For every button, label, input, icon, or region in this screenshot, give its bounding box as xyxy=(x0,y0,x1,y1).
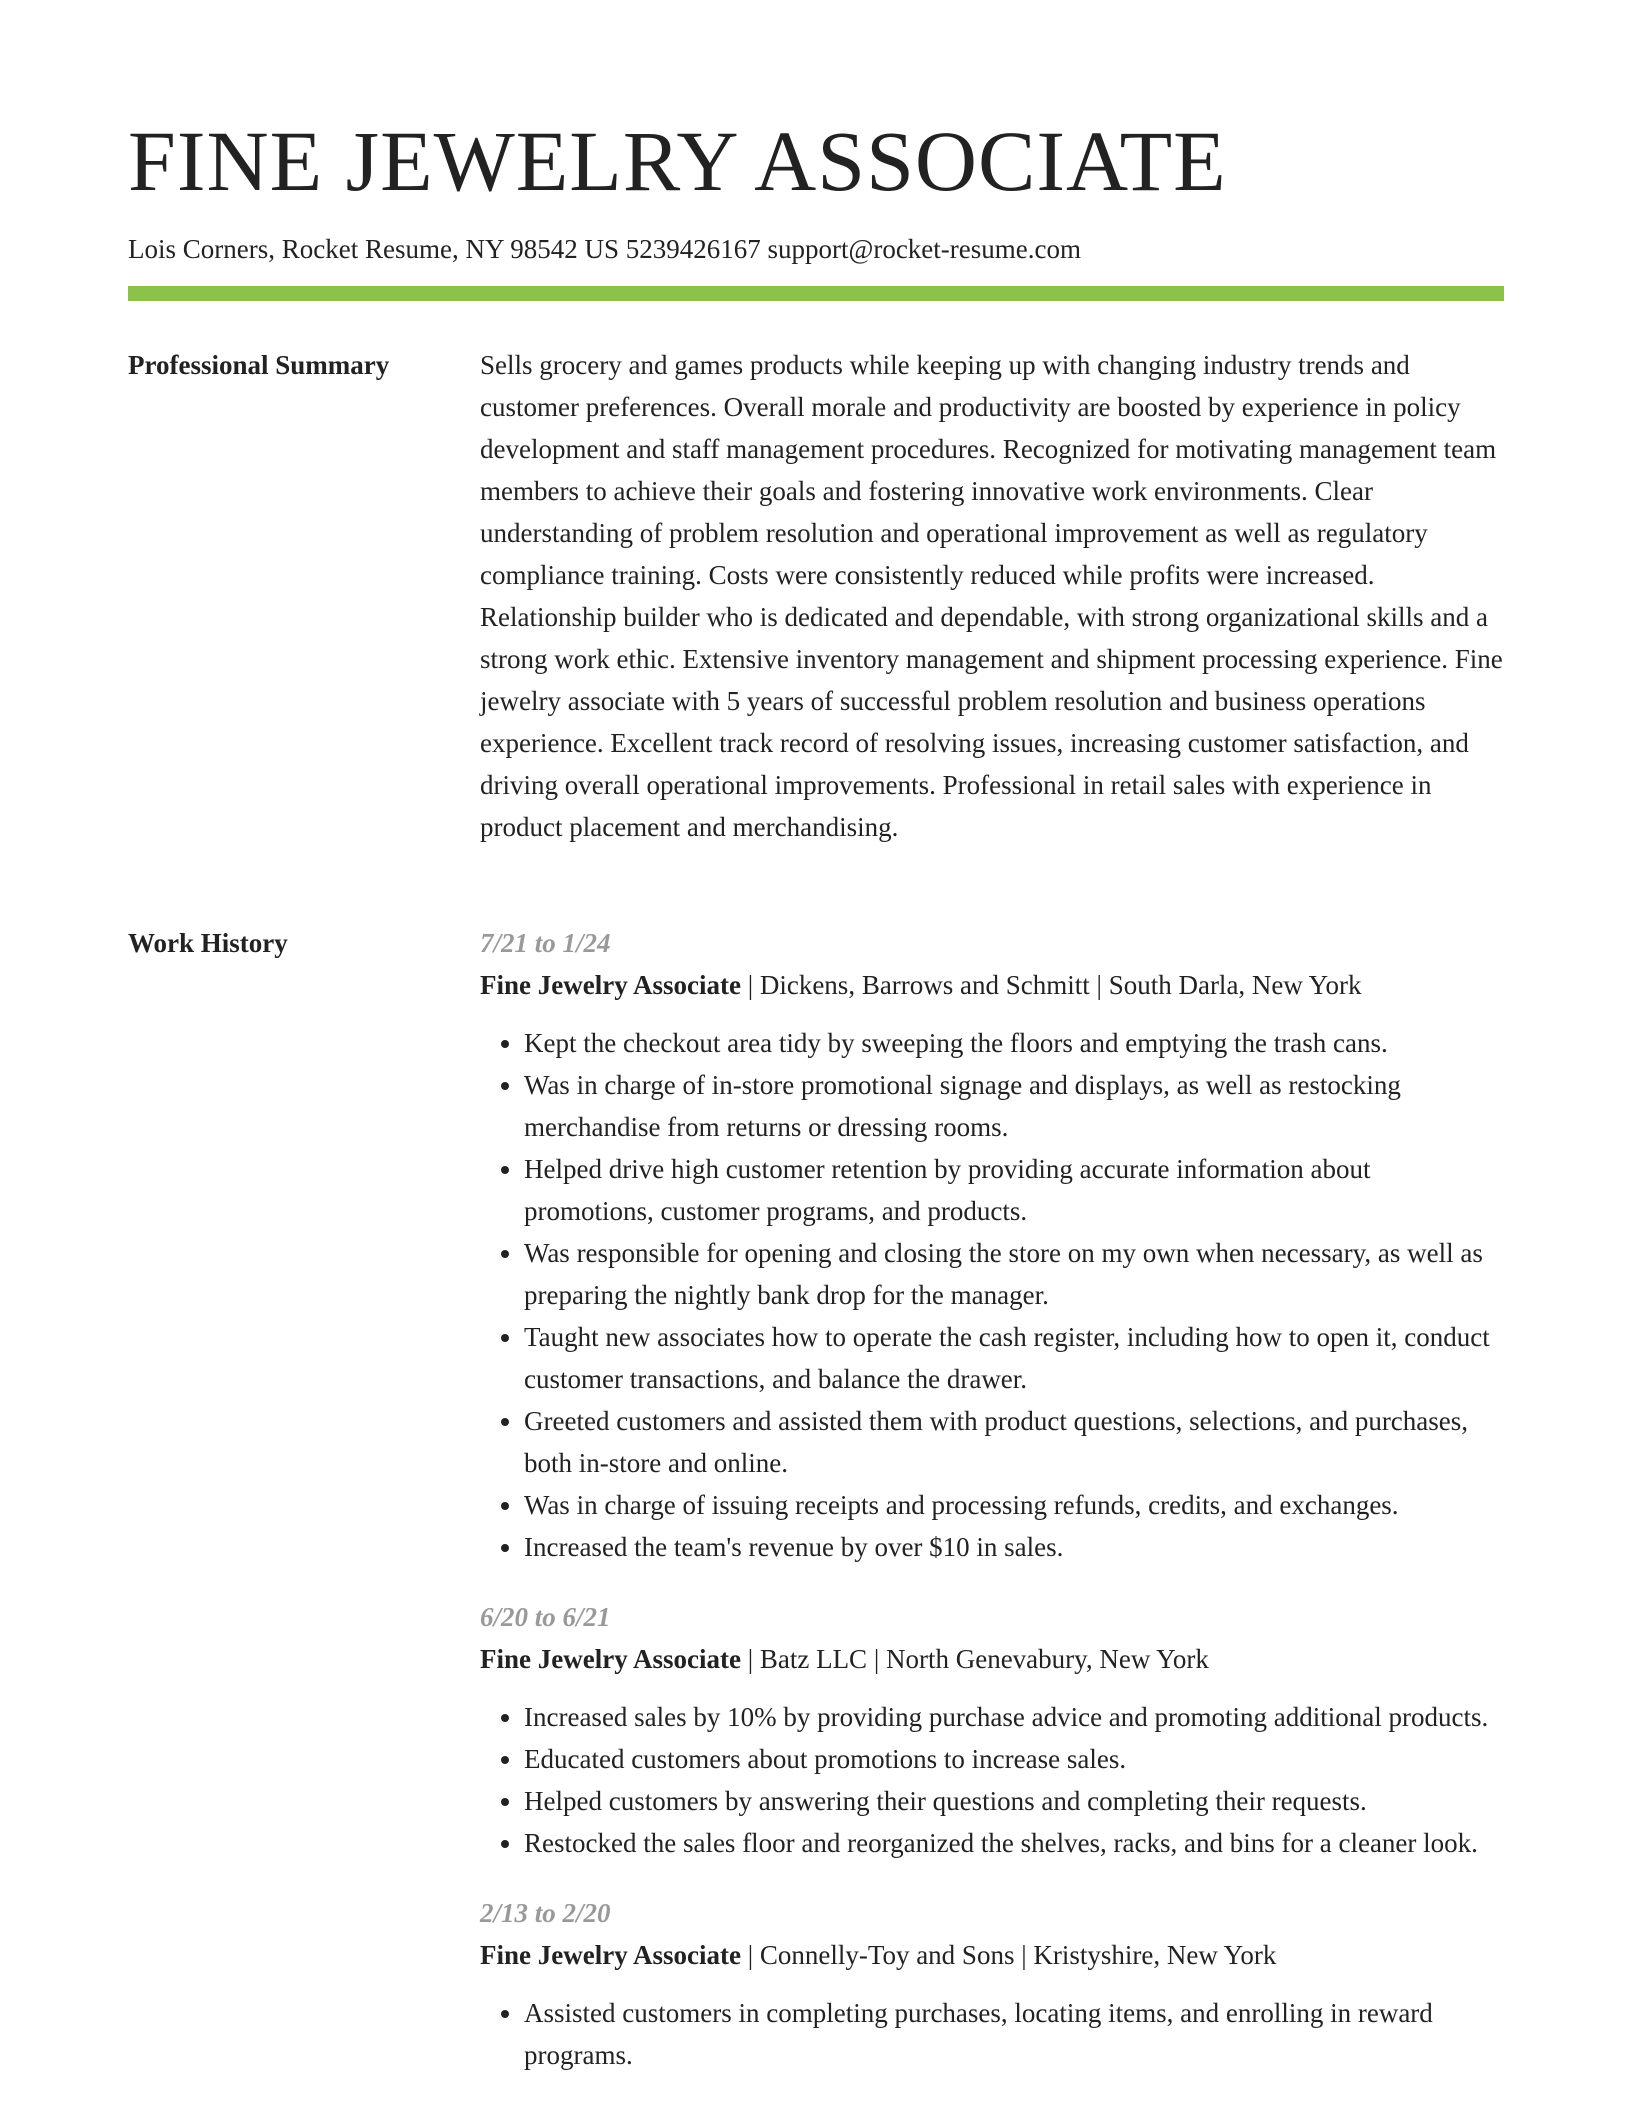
job-dates: 2/13 to 2/20 xyxy=(480,1898,611,1928)
job-details: Batz LLC | North Genevabury, New York xyxy=(759,1644,1209,1674)
work-history-body xyxy=(480,922,1504,2104)
job-separator: | xyxy=(740,1644,760,1674)
job-bullet: • Increased the team's revenue by over $10 in sales. xyxy=(524,1526,1504,1568)
summary-label: Professional Summary xyxy=(128,350,390,380)
job-details: Connelly-Toy and Sons | Kristyshire, New York xyxy=(759,1940,1277,1970)
job-title: Fine Jewelry Associate xyxy=(480,970,741,1000)
job-bullet: • Helped customers by answering their questions and completing their requests. xyxy=(524,1780,1504,1822)
job-entry xyxy=(480,1596,1504,1864)
job-heading xyxy=(480,1638,1504,1680)
job-details: Dickens, Barrows and Schmitt | South Darla, New York xyxy=(759,970,1362,1000)
job-separator: | xyxy=(740,970,760,1000)
work-history-label: Work History xyxy=(128,928,288,958)
header-divider xyxy=(128,286,1504,301)
job-heading xyxy=(480,964,1504,1006)
job-bullet: • Increased sales by 10% by providing purchase advice and promoting additional products. xyxy=(524,1696,1504,1738)
job-bullets xyxy=(480,1992,1504,2076)
job-bullet: • Greeted customers and assisted them with product questions, selections, and purchases, both in-store and online. xyxy=(524,1400,1504,1484)
contact-info: Lois Corners, Rocket Resume, NY 98542 US 5239426167 support@rocket-resume.com xyxy=(128,234,1081,264)
summary-text: Sells grocery and games products while keeping up with changing industry trends and customer preferences. Overall morale and productivity are boosted by experience in policy development and staff management procedures. Recognized for motivating management team members to achieve their goals and fostering innovative work environments. Clear understanding of problem resolution and operational improvement as well as regulatory compliance training. Costs were consistently reduced while profits were increased. Relationship builder who is dedicated and dependable, with strong organizational skills and a strong work ethic. Extensive inventory management and shipment processing experience. Fine jewelry associate with 5 years of successful problem resolution and business operations experience. Excellent track record of resolving issues, increasing customer satisfaction, and driving overall operational improvements. Professional in retail sales with experience in product placement and merchandising. xyxy=(480,350,1503,842)
job-bullet: • Was in charge of issuing receipts and processing refunds, credits, and exchanges. xyxy=(524,1484,1504,1526)
job-title: Fine Jewelry Associate xyxy=(480,1940,741,1970)
job-heading xyxy=(480,1934,1504,1976)
summary-body xyxy=(480,344,1504,848)
job-title: Fine Jewelry Associate xyxy=(480,1644,741,1674)
job-bullet: • Educated customers about promotions to increase sales. xyxy=(524,1738,1504,1780)
job-bullet: • Kept the checkout area tidy by sweeping the floors and emptying the trash cans. xyxy=(524,1022,1504,1064)
job-dates: 6/20 to 6/21 xyxy=(480,1602,611,1632)
job-bullets xyxy=(480,1022,1504,1568)
job-bullets xyxy=(480,1696,1504,1864)
job-bullet: • Taught new associates how to operate the cash register, including how to open it, conduct customer transactions, and balance the drawer. xyxy=(524,1316,1504,1400)
job-separator: | xyxy=(740,1940,760,1970)
job-dates: 7/21 to 1/24 xyxy=(480,928,611,958)
job-bullet: • Was responsible for opening and closing the store on my own when necessary, as well as preparing the nightly bank drop for the manager. xyxy=(524,1232,1504,1316)
job-entry xyxy=(480,1892,1504,2076)
job-bullet: • Restocked the sales floor and reorganized the shelves, racks, and bins for a cleaner look. xyxy=(524,1822,1504,1864)
job-bullet: • Assisted customers in completing purchases, locating items, and enrolling in reward programs. xyxy=(524,1992,1504,2076)
job-bullet: • Was in charge of in-store promotional signage and displays, as well as restocking merchandise from returns or dressing rooms. xyxy=(524,1064,1504,1148)
job-entry xyxy=(480,922,1504,1568)
job-bullet: • Helped drive high customer retention by providing accurate information about promotions, customer programs, and products. xyxy=(524,1148,1504,1232)
resume-title: FINE JEWELRY ASSOCIATE xyxy=(128,113,1227,209)
